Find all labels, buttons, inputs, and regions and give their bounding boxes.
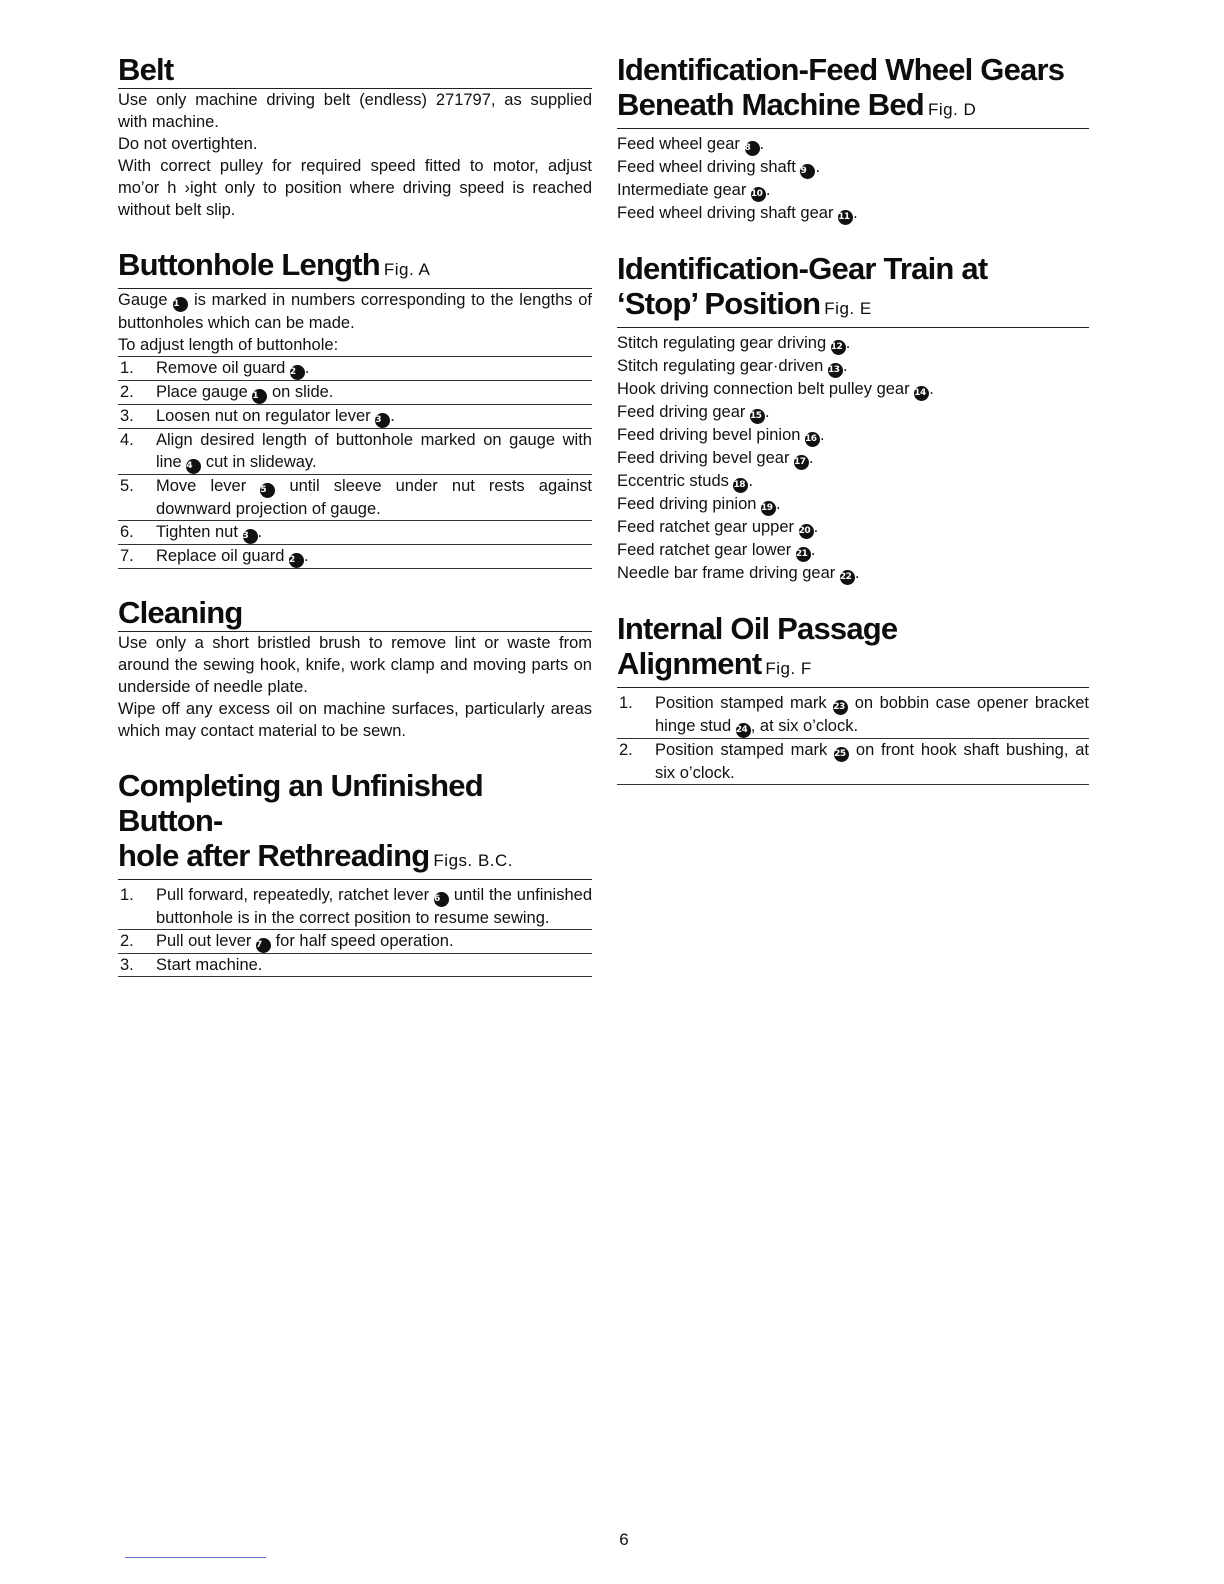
belt-paragraph: Use only machine driving belt (endless) 271797, as supplied with machine. <box>118 91 592 131</box>
oil-passage-steps <box>617 692 1089 785</box>
belt-paragraph: With correct pulley for required speed fitted to motor, adjust mo’or h ›ight only to position where driving speed is reached without belt slip. <box>118 157 592 219</box>
callout-number-icon: 1 <box>173 297 188 312</box>
list-item: 7. Replace oil guard 2 . <box>118 545 592 569</box>
callout-number-icon: 16 <box>805 432 820 447</box>
fig-ref: Fig. F <box>765 659 812 678</box>
list-item: 1. Remove oil guard 2 . <box>118 356 592 381</box>
buttonhole-paragraph: To adjust length of buttonhole: <box>118 336 339 354</box>
callout-number-icon: 7 <box>256 938 271 953</box>
callout-number-icon: 12 <box>831 340 846 355</box>
fig-ref: Figs. B.C. <box>433 851 514 870</box>
heading-completing: Completing an Unfinished Button- hole after Rethreading Figs. B.C. <box>118 768 592 880</box>
list-item: 1. Pull forward, repeatedly, ratchet lever 6 until the unfinished buttonhole is in the correct position to resume sewing. <box>118 884 592 930</box>
callout-number-icon: 2 <box>290 365 305 380</box>
list-item: 1. Position stamped mark 23 on bobbin case opener bracket hinge stud 24 , at six o’clock. <box>617 692 1089 739</box>
list-item: 5. Move lever 5 until sleeve under nut rests against downward projection of gauge. <box>118 475 592 521</box>
fig-ref: Fig. E <box>824 299 872 318</box>
callout-number-icon: 3 <box>375 413 390 428</box>
heading-feed-wheel-gears: Identification-Feed Wheel Gears Beneath Machine Bed Fig. D <box>617 52 1089 129</box>
feed-wheel-list <box>617 133 1089 225</box>
list-item: Eccentric studs 18 . <box>617 470 1089 493</box>
section-buttonhole-length <box>118 247 592 569</box>
callout-number-icon: 9 <box>800 164 815 179</box>
page-number: 6 <box>619 1530 629 1549</box>
callout-number-icon: 15 <box>750 409 765 424</box>
list-item: 3. Start machine. <box>118 954 592 977</box>
callout-number-icon: 3 <box>243 529 258 544</box>
list-item: Stitch regulating gear·driven 13 . <box>617 355 1089 378</box>
list-item: Needle bar frame driving gear 22 . <box>617 562 1089 585</box>
fig-ref: Fig. D <box>927 100 977 119</box>
left-column <box>118 52 592 1003</box>
list-item: Feed wheel gear 8 . <box>617 133 1089 156</box>
callout-number-icon: 24 <box>736 723 751 738</box>
heading-oil-passage: Internal Oil Passage Alignment Fig. F <box>617 611 1089 688</box>
callout-number-icon: 21 <box>796 547 811 562</box>
callout-number-icon: 2 <box>289 553 304 568</box>
list-item: Stitch regulating gear driving 12 . <box>617 332 1089 355</box>
section-belt <box>118 52 592 221</box>
callout-number-icon: 1 <box>252 389 267 404</box>
list-item: Feed wheel driving shaft gear 11 . <box>617 202 1089 225</box>
list-item: 2. Position stamped mark 25 on front hook shaft bushing, at six o’clock. <box>617 739 1089 785</box>
list-item: 6. Tighten nut 3 . <box>118 521 592 545</box>
callout-number-icon: 6 <box>434 892 449 907</box>
callout-number-icon: 20 <box>799 524 814 539</box>
list-item: Feed driving bevel gear 17 . <box>617 447 1089 470</box>
callout-number-icon: 13 <box>828 363 843 378</box>
callout-number-icon: 4 <box>186 459 201 474</box>
section-cleaning <box>118 595 592 742</box>
section-feed-wheel-gears <box>617 52 1089 225</box>
list-item: 4. Align desired length of buttonhole marked on gauge with line 4 cut in slideway. <box>118 429 592 475</box>
cleaning-paragraph: Wipe off any excess oil on machine surfaces, particularly areas which may contact material to be sewn. <box>118 700 592 740</box>
callout-number-icon: 11 <box>838 210 853 225</box>
section-gear-train <box>617 251 1089 585</box>
list-item: Feed wheel driving shaft 9 . <box>617 156 1089 179</box>
list-item: Feed driving pinion 19 . <box>617 493 1089 516</box>
list-item: Feed ratchet gear upper 20 . <box>617 516 1089 539</box>
callout-number-icon: 17 <box>794 455 809 470</box>
callout-number-icon: 22 <box>840 570 855 585</box>
callout-number-icon: 23 <box>833 700 848 715</box>
callout-number-icon: 10 <box>751 187 766 202</box>
list-item: Hook driving connection belt pulley gear 14 . <box>617 378 1089 401</box>
list-item: Intermediate gear 10 . <box>617 179 1089 202</box>
callout-number-icon: 19 <box>761 501 776 516</box>
belt-paragraph: Do not overtighten. <box>118 135 258 153</box>
list-item: 3. Loosen nut on regulator lever 3 . <box>118 405 592 429</box>
callout-number-icon: 8 <box>745 141 760 156</box>
heading-gear-train: Identification-Gear Train at ‘Stop’ Position Fig. E <box>617 251 1089 328</box>
list-item: Feed driving bevel pinion 16 . <box>617 424 1089 447</box>
list-item: 2. Pull out lever 7 for half speed operation. <box>118 930 592 954</box>
callout-number-icon: 18 <box>733 478 748 493</box>
section-oil-passage <box>617 611 1089 785</box>
heading-belt: Belt <box>118 52 592 89</box>
list-item: Feed driving gear 15 . <box>617 401 1089 424</box>
heading-buttonhole-length: Buttonhole Length Fig. A <box>118 247 592 289</box>
callout-number-icon: 5 <box>260 483 275 498</box>
right-column <box>617 52 1089 811</box>
fig-ref: Fig. A <box>383 260 431 279</box>
heading-cleaning: Cleaning <box>118 595 592 632</box>
callout-number-icon: 14 <box>914 386 929 401</box>
footer-rule <box>125 1557 266 1558</box>
section-completing <box>118 768 592 977</box>
buttonhole-steps <box>118 356 592 569</box>
gear-train-list <box>617 332 1089 585</box>
completing-steps <box>118 884 592 977</box>
list-item: 2. Place gauge 1 on slide. <box>118 381 592 405</box>
buttonhole-paragraph: Gauge 1 is marked in numbers corresponding to the lengths of buttonholes which can be made. <box>118 291 592 332</box>
cleaning-paragraph: Use only a short bristled brush to remove lint or waste from around the sewing hook, knife, work clamp and moving parts on underside of needle plate. <box>118 634 592 696</box>
callout-number-icon: 25 <box>834 747 849 762</box>
list-item: Feed ratchet gear lower 21 . <box>617 539 1089 562</box>
